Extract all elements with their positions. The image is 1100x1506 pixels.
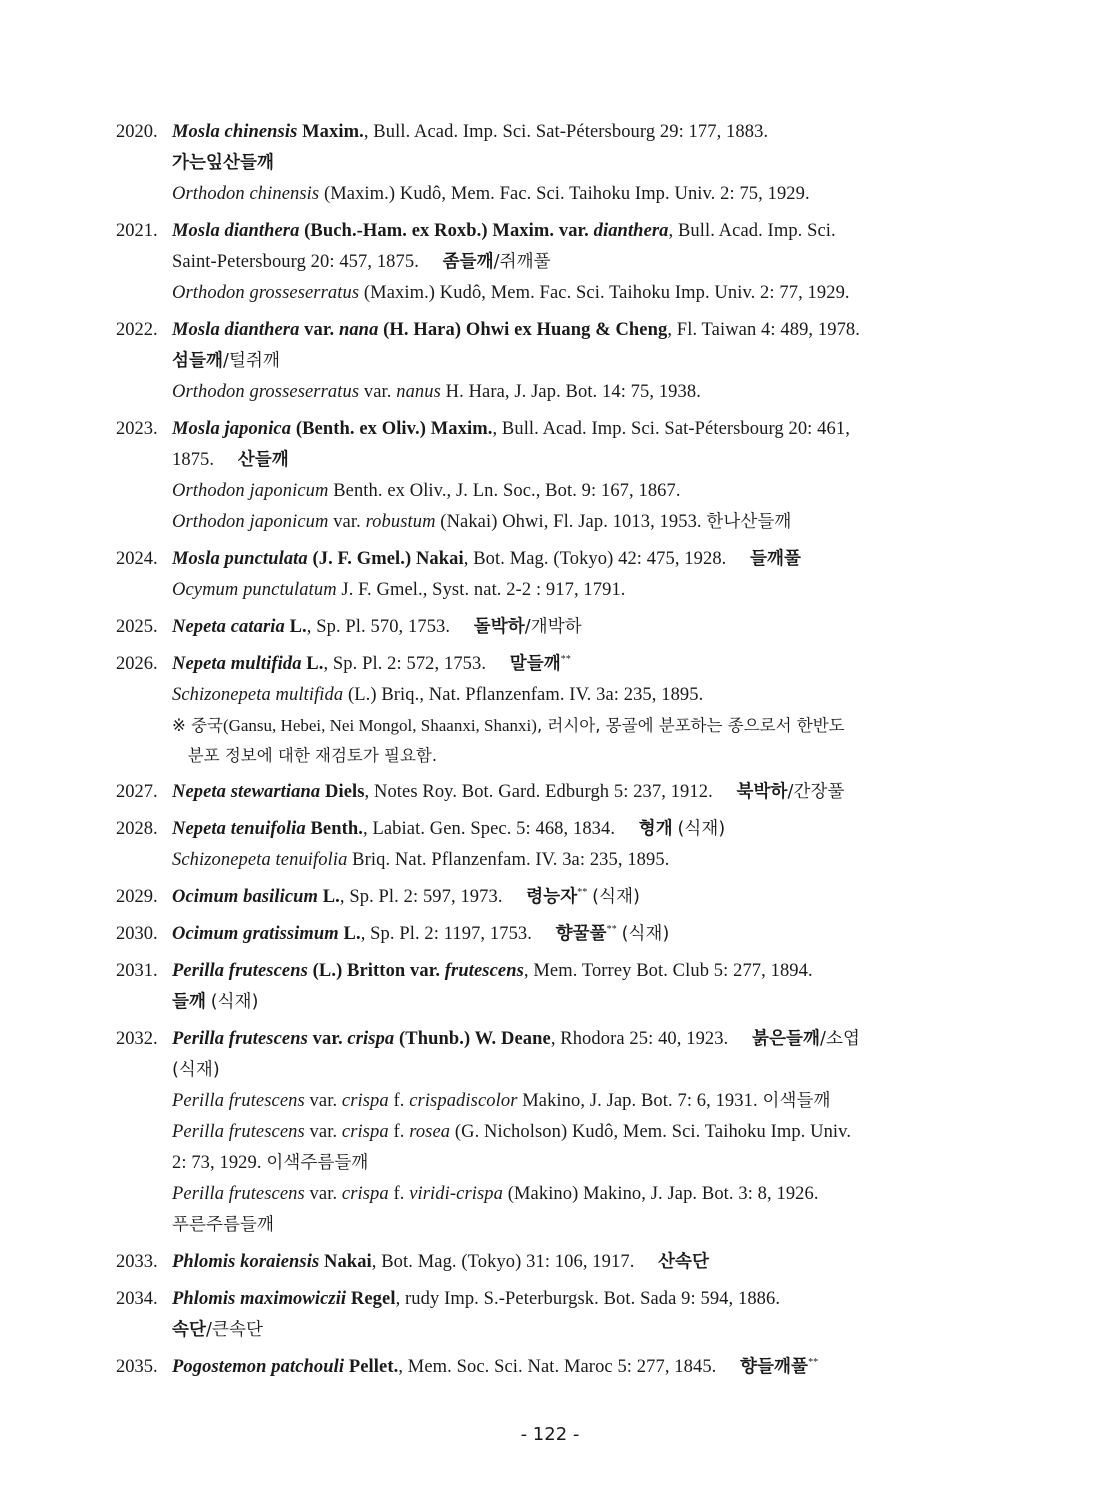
note-line: ※ 중국(Gansu, Hebei, Nei Mongol, Shaanxi, Shanxi), 러시아, 몽골에 분포하는 종으로서 한반도 (172, 716, 845, 735)
entry-line: Ocymum punctulatum J. F. Gmel., Syst. nat. 2-2 : 917, 1791. (172, 580, 626, 600)
entry-line: 속단/큰속단 (172, 1320, 264, 1340)
entry-line: Ocimum gratissimum L., Sp. Pl. 2: 1197, 1753. 향꿀풀** (식재) (172, 923, 670, 944)
entry-line: Orthodon grosseserratus (Maxim.) Kudô, Mem. Fac. Sci. Taihoku Imp. Univ. 2: 77, 1929. (172, 283, 850, 303)
entry-line: Phlomis maximowiczii Regel, rudy Imp. S.-Peterburgsk. Bot. Sada 9: 594, 1886. (172, 1289, 781, 1309)
entry-line: Ocimum basilicum L., Sp. Pl. 2: 597, 1973. 령능자** (식재) (172, 886, 641, 907)
entry-line: Schizonepeta tenuifolia Briq. Nat. Pflanzenfam. IV. 3a: 235, 1895. (172, 850, 670, 870)
entry-line: Perilla frutescens var. crispa f. rosea (G. Nicholson) Kudô, Mem. Sci. Taihoku Imp. Univ. (172, 1122, 852, 1142)
entry-line: 1875. 산들깨 (172, 450, 289, 470)
entry-line: Schizonepeta multifida (L.) Briq., Nat. Pflanzenfam. IV. 3a: 235, 1895. (172, 685, 704, 705)
entry-line: Perilla frutescens var. crispa (Thunb.) W. Deane, Rhodora 25: 40, 1923. 붉은들깨/소엽 (172, 1029, 861, 1049)
entry-line: Orthodon chinensis (Maxim.) Kudô, Mem. Fac. Sci. Taihoku Imp. Univ. 2: 75, 1929. (172, 184, 810, 204)
entry-number: 2021. (116, 221, 158, 241)
entry-number: 2026. (116, 654, 158, 674)
entry-line: 가는잎산들깨 (172, 153, 275, 173)
entry-line: 푸른주름들깨 (172, 1215, 275, 1235)
entry-number: 2035. (116, 1357, 158, 1377)
entry-number: 2030. (116, 924, 158, 944)
entry-line: Pogostemon patchouli Pellet., Mem. Soc. Sci. Nat. Maroc 5: 277, 1845. 향들깨풀** (172, 1356, 819, 1377)
entry-line: Mosla punctulata (J. F. Gmel.) Nakai, Bot. Mag. (Tokyo) 42: 475, 1928. 들깨풀 (172, 549, 802, 569)
entry-line: Mosla japonica (Benth. ex Oliv.) Maxim., Bull. Acad. Imp. Sci. Sat-Pétersbourg 20: 461, (172, 419, 850, 439)
entry-line: Phlomis koraiensis Nakai, Bot. Mag. (Tokyo) 31: 106, 1917. 산속단 (172, 1252, 710, 1272)
page-number: - 122 - (520, 1424, 580, 1445)
entry-line: Perilla frutescens var. crispa f. viridi-crispa (Makino) Makino, J. Jap. Bot. 3: 8, 1926. (172, 1184, 819, 1204)
entry-line: Orthodon grosseserratus var. nanus H. Hara, J. Jap. Bot. 14: 75, 1938. (172, 382, 701, 402)
entry-line: 섬들깨/털쥐깨 (172, 351, 281, 371)
entry-number: 2031. (116, 961, 158, 981)
entry-line: Orthodon japonicum Benth. ex Oliv., J. Ln. Soc., Bot. 9: 167, 1867. (172, 481, 681, 501)
entry-line: Orthodon japonicum var. robustum (Nakai) Ohwi, Fl. Jap. 1013, 1953. 한나산들깨 (172, 512, 792, 532)
entry-line: Nepeta tenuifolia Benth., Labiat. Gen. Spec. 5: 468, 1834. 형개 (식재) (172, 819, 726, 839)
entry-number: 2023. (116, 419, 158, 439)
entry-number: 2034. (116, 1289, 158, 1309)
entry-line: (식재) (172, 1060, 220, 1080)
entry-line: 2: 73, 1929. 이색주름들깨 (172, 1153, 369, 1173)
entry-line: Mosla dianthera (Buch.-Ham. ex Roxb.) Maxim. var. dianthera, Bull. Acad. Imp. Sci. (172, 221, 836, 241)
entry-line: Nepeta stewartiana Diels, Notes Roy. Bot. Gard. Edburgh 5: 237, 1912. 북박하/간장풀 (172, 782, 845, 802)
entry-line: Nepeta cataria L., Sp. Pl. 570, 1753. 돌박하/개박하 (172, 617, 582, 637)
entry-number: 2032. (116, 1029, 158, 1049)
entry-number: 2027. (116, 782, 158, 802)
entry-line: Mosla chinensis Maxim., Bull. Acad. Imp. Sci. Sat-Pétersbourg 29: 177, 1883. (172, 122, 769, 142)
entry-number: 2033. (116, 1252, 158, 1272)
entry-number: 2029. (116, 887, 158, 907)
entry-line: 들깨 (식재) (172, 992, 259, 1012)
entry-line: Mosla dianthera var. nana (H. Hara) Ohwi ex Huang & Cheng, Fl. Taiwan 4: 489, 1978. (172, 320, 860, 340)
entry-line: Perilla frutescens (L.) Britton var. frutescens, Mem. Torrey Bot. Club 5: 277, 1894. (172, 961, 813, 981)
entry-number: 2028. (116, 819, 158, 839)
note-line: 분포 정보에 대한 재검토가 필요함. (172, 746, 438, 765)
entry-number: 2022. (116, 320, 158, 340)
entry-line: Nepeta multifida L., Sp. Pl. 2: 572, 1753. 말들깨** (172, 653, 571, 674)
entry-number: 2020. (116, 122, 158, 142)
entry-number: 2024. (116, 549, 158, 569)
entry-line: Perilla frutescens var. crispa f. crispadiscolor Makino, J. Jap. Bot. 7: 6, 1931. 이색들깨 (172, 1091, 831, 1111)
entry-line: Saint-Petersbourg 20: 457, 1875. 좀들깨/쥐깨풀 (172, 252, 551, 272)
entry-number: 2025. (116, 617, 158, 637)
